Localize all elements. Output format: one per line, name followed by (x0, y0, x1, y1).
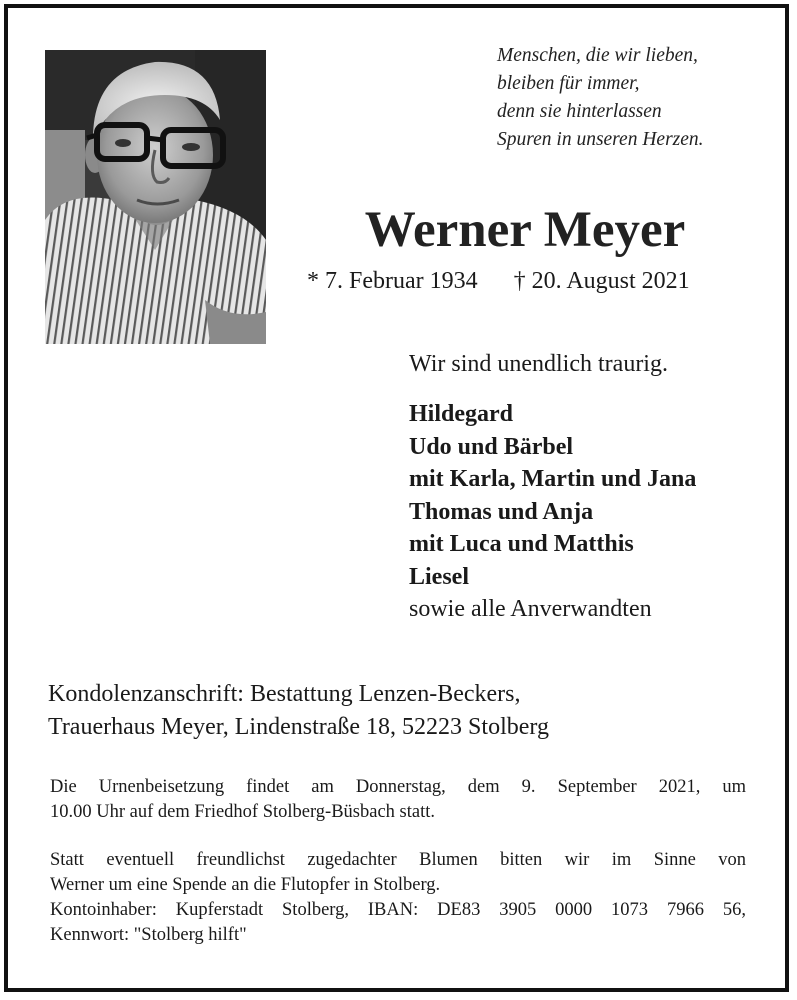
donation-line: Werner um eine Spende an die Flutopfer in Stolberg. (50, 875, 441, 895)
donation-line: Kennwort: "Stolberg hilft" (50, 925, 247, 945)
family-member: mit Luca und Matthis (409, 531, 634, 557)
family-closing: sowie alle Anverwandten (409, 596, 652, 622)
death-date: † 20. August 2021 (513, 268, 690, 294)
condolence-line: Trauerhaus Meyer, Lindenstraße 18, 52223 Stolberg (48, 714, 549, 740)
condolence-address (48, 678, 549, 744)
poem-line: denn sie hinterlassen (497, 101, 662, 122)
family-list (409, 398, 696, 626)
burial-line: 10.00 Uhr auf dem Friedhof Stolberg-Büsbach statt. (50, 802, 436, 822)
portrait-photo (45, 50, 266, 344)
mourning-statement: Wir sind unendlich traurig. (409, 351, 668, 377)
burial-line: Die Urnenbeisetzung findet am Donnerstag, dem 9. September 2021, um (50, 777, 746, 797)
life-dates (307, 266, 690, 296)
poem-line: Spuren in unseren Herzen. (497, 129, 704, 150)
family-member: mit Karla, Martin und Jana (409, 466, 697, 492)
donation-line: Statt eventuell freundlichst zugedachter Blumen bitten wir im Sinne von (50, 850, 746, 870)
poem-line: Menschen, die wir lieben, (497, 45, 698, 66)
family-member: Udo und Bärbel (409, 433, 574, 460)
deceased-name: Werner Meyer (364, 202, 686, 258)
family-member: Thomas und Anja (409, 498, 594, 525)
burial-notice (50, 775, 746, 825)
family-member: Liesel (409, 563, 469, 590)
donation-notice (50, 848, 746, 948)
poem-line: bleiben für immer, (497, 73, 640, 94)
donation-line: Kontoinhaber: Kupferstadt Stolberg, IBAN: DE83 3905 0000 1073 7966 56, (50, 900, 746, 920)
memorial-poem (497, 42, 704, 154)
condolence-line: Kondolenzanschrift: Bestattung Lenzen-Beckers, (48, 681, 521, 707)
family-member: Hildegard (409, 401, 514, 427)
birth-date: * 7. Februar 1934 (307, 268, 478, 294)
